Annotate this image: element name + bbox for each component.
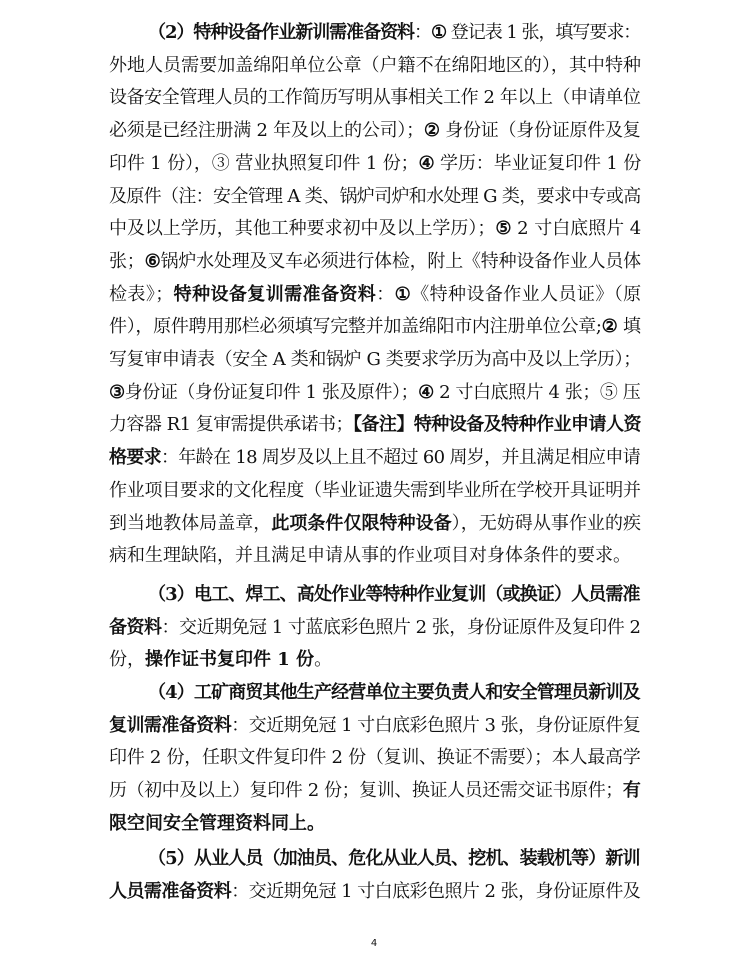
text-segment: ），无妨碍从事作业的疾 (451, 513, 642, 534)
bold-segment: 人员需准备资料 (109, 881, 232, 902)
text-segment: 。 (314, 649, 333, 670)
bold-segment: 复训需准备资料 (109, 715, 232, 736)
text-segment: 锅炉水处理及叉车必须进行体检，附上《特种设备作业人员体 (160, 251, 641, 272)
text-segment: 力容器 R1 复审需提供承诺书； (109, 414, 353, 435)
bold-segment: ① (394, 284, 412, 305)
bold-segment: ① (430, 22, 447, 43)
text-line (148, 844, 640, 874)
text-segment: 份， (109, 649, 145, 670)
text-segment: 中及以上学历，其他工种要求初中及以上学历）； (109, 218, 496, 239)
text-line (109, 613, 640, 643)
bold-segment: ④ (418, 153, 435, 174)
text-segment: 作业项目要求的文化程度（毕业证遗失需到毕业所在学校开具证明并 (109, 480, 641, 501)
text-segment: 填 (617, 316, 641, 337)
text-line (109, 280, 642, 310)
text-line (109, 541, 631, 571)
bold-segment: （4）工矿商贸其他生产经营单位主要负责人和安全管理员新训及 (148, 682, 640, 703)
text-line (109, 247, 641, 277)
text-segment: 到当地教体局盖章， (109, 513, 272, 534)
bold-segment: （2）特种设备作业新训需准备资料 (148, 22, 415, 43)
text-segment: 身份证（身份证复印件 1 张及原件）； (124, 382, 419, 403)
text-segment: ：交近期免冠 1 寸白底彩色照片 2 张，身份证原件及 (231, 881, 641, 902)
text-segment: 外地人员需要加盖绵阳单位公章（户籍不在绵阳地区的），其中特种 (109, 55, 642, 76)
bold-segment: 此项条件仅限特种设备 (271, 513, 452, 534)
bold-segment: （5）从业人员（加油员、危化从业人员、挖机、装载机等）新训 (148, 848, 640, 869)
text-segment: 2 寸白底照片 4 (511, 218, 642, 239)
text-line (109, 809, 325, 839)
bold-segment: 特种设备复训需准备资料 (173, 284, 377, 305)
text-segment: 件），原件聘用那栏必须填写完整并加盖绵阳市内注册单位公章; (109, 316, 602, 337)
bold-segment: ② (601, 316, 618, 337)
text-segment: 印件 2 份，任职文件复印件 2 份（复训、换证不需要）；本人最高学 (109, 747, 641, 768)
text-segment: ： (376, 284, 395, 305)
text-segment: 历（初中及以上）复印件 2 份；复训、换证人员还需交证书原件； (109, 780, 623, 801)
bold-segment: ② (423, 120, 440, 141)
text-line (109, 345, 641, 375)
text-line (109, 743, 641, 773)
text-segment: 及原件（注：安全管理 A 类、锅炉司炉和水处理 G 类，要求中专或高 (109, 186, 641, 207)
text-segment: ：交近期免冠 1 寸白底彩色照片 3 张，身份证原件复 (231, 715, 641, 736)
bold-segment: 【备注】特种设备及特种作业申请人资 (352, 414, 641, 435)
text-line (109, 776, 641, 806)
text-line (109, 443, 640, 473)
text-segment: ：年龄在 18 周岁及以上且不超过 60 周岁，并且满足相应申请 (160, 447, 641, 468)
text-line (109, 116, 641, 146)
text-line (109, 645, 332, 675)
text-segment: 必须是已经注册满 2 年及以上的公司）； (109, 120, 424, 141)
text-segment: 检表》； (109, 284, 174, 305)
text-line (109, 378, 640, 408)
text-line (109, 410, 641, 440)
text-segment: ：交近期免冠 1 寸蓝底彩色照片 2 张，身份证原件及复印件 2 (161, 617, 641, 638)
bold-segment: 操作证书复印件 1 份 (145, 649, 315, 670)
bold-segment: ⑤ (495, 218, 512, 239)
text-segment: 病和生理缺陷，并且满足申请从事的作业项目对身体条件的要求。 (109, 545, 631, 566)
text-line (109, 214, 641, 244)
text-line (109, 83, 640, 113)
text-segment: ： (414, 22, 431, 43)
bold-segment: （3）电工、焊工、高处作业等特种作业复训（或换证）人员需准 (148, 584, 640, 605)
page-number: 4 (370, 938, 378, 949)
bold-segment: ④ (418, 382, 434, 403)
text-line (148, 678, 640, 708)
text-line (109, 51, 641, 81)
bold-segment: ⑥ (144, 251, 161, 272)
bold-segment: 备资料 (109, 617, 162, 638)
bold-segment: ③ (109, 382, 125, 403)
text-line (109, 509, 641, 539)
text-segment: 写复审申请表（安全 A 类和锅炉 G 类要求学历为高中及以上学历）； (109, 349, 641, 370)
text-line (109, 476, 641, 506)
text-segment: 学历：毕业证复印件 1 份 (434, 153, 642, 174)
text-line (109, 312, 641, 342)
text-line (109, 182, 641, 212)
text-line (109, 877, 640, 907)
text-segment: 登记表 1 张，填写要求： (446, 22, 641, 43)
text-line (148, 18, 640, 48)
text-line (109, 711, 640, 741)
text-line (148, 580, 640, 610)
text-segment: 印件 1 份），③ 营业执照复印件 1 份； (109, 153, 419, 174)
text-segment: 《特种设备作业人员证》（原 (411, 284, 642, 305)
text-line (109, 149, 641, 179)
text-segment: 张； (109, 251, 145, 272)
text-segment: 设备安全管理人员的工作简历写明从事相关工作 2 年以上（申请单位 (109, 87, 641, 108)
bold-segment: 限空间安全管理资料同上。 (109, 813, 325, 834)
bold-segment: 格要求 (109, 447, 161, 468)
bold-segment: 有 (622, 780, 641, 801)
text-segment: 身份证（身份证原件及复 (439, 120, 641, 141)
text-segment: 2 寸白底照片 4 张；⑤ 压 (433, 382, 641, 403)
